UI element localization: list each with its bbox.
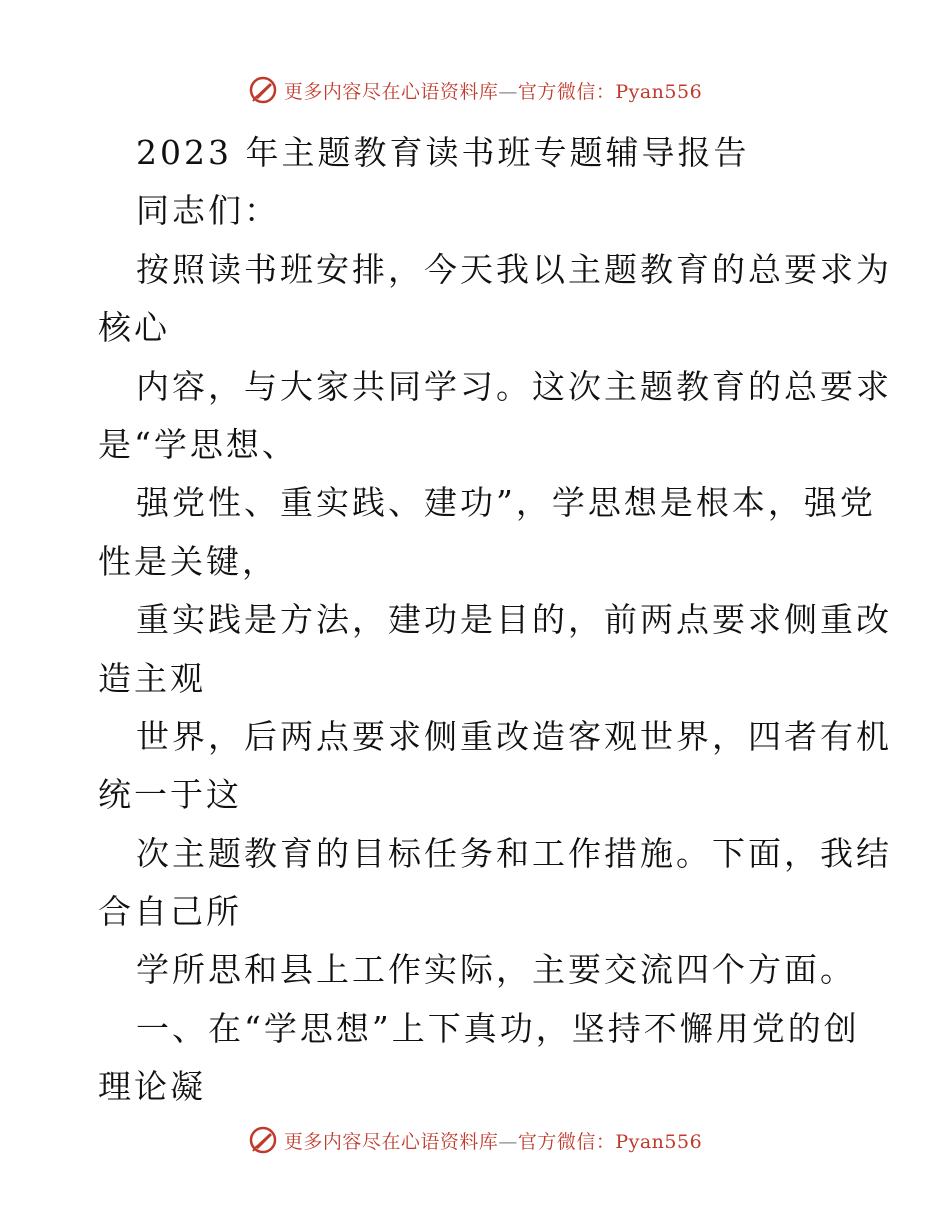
paragraph-line: 按照读书班安排，今天我以主题教育的总要求为 xyxy=(136,249,892,289)
paragraph-line: 内容，与大家共同学习。这次主题教育的总要求 xyxy=(136,366,892,406)
banner-separator: — xyxy=(498,1130,518,1153)
document-title: 2023 年主题教育读书班专题辅导报告 xyxy=(136,133,750,172)
banner-title: 更多内容尽在心语资料库 xyxy=(283,80,499,103)
banner-wechat: 官方微信：Pyan556 xyxy=(517,80,703,103)
paragraph-line: 统一于这 xyxy=(98,775,242,815)
salutation: 同志们： xyxy=(136,191,280,231)
banner-text xyxy=(284,77,702,104)
paragraph-line: 造主观 xyxy=(98,658,206,698)
paragraph-line: 学所思和县上工作实际，主要交流四个方面。 xyxy=(136,950,856,990)
section-heading-continued: 理论凝 xyxy=(98,1067,206,1107)
paragraph-line: 重实践是方法，建功是目的，前两点要求侧重改 xyxy=(136,600,892,640)
banner-wechat: 官方微信：Pyan556 xyxy=(517,1130,703,1153)
banner-title: 更多内容尽在心语资料库 xyxy=(283,1130,499,1153)
paragraph-line: 合自己所 xyxy=(98,892,242,932)
document-body xyxy=(98,124,892,1117)
footer-watermark-banner xyxy=(0,1122,950,1158)
section-heading: 一、在“学思想”上下真功，坚持不懈用党的创 xyxy=(136,1008,860,1048)
quill-pen-logo-icon xyxy=(248,75,278,105)
paragraph-line: 次主题教育的目标任务和工作措施。下面，我结 xyxy=(136,833,892,873)
banner-separator: — xyxy=(498,80,518,103)
paragraph-line: 是“学思想、 xyxy=(98,424,298,464)
paragraph-line: 性是关键， xyxy=(98,541,278,581)
paragraph-line: 世界，后两点要求侧重改造客观世界，四者有机 xyxy=(136,716,892,756)
header-watermark-banner xyxy=(0,72,950,108)
quill-pen-logo-icon xyxy=(248,1125,278,1155)
paragraph-line: 核心 xyxy=(98,308,170,348)
banner-text xyxy=(284,1127,702,1154)
paragraph-line: 强党性、重实践、建功”，学思想是根本，强党 xyxy=(136,483,876,523)
